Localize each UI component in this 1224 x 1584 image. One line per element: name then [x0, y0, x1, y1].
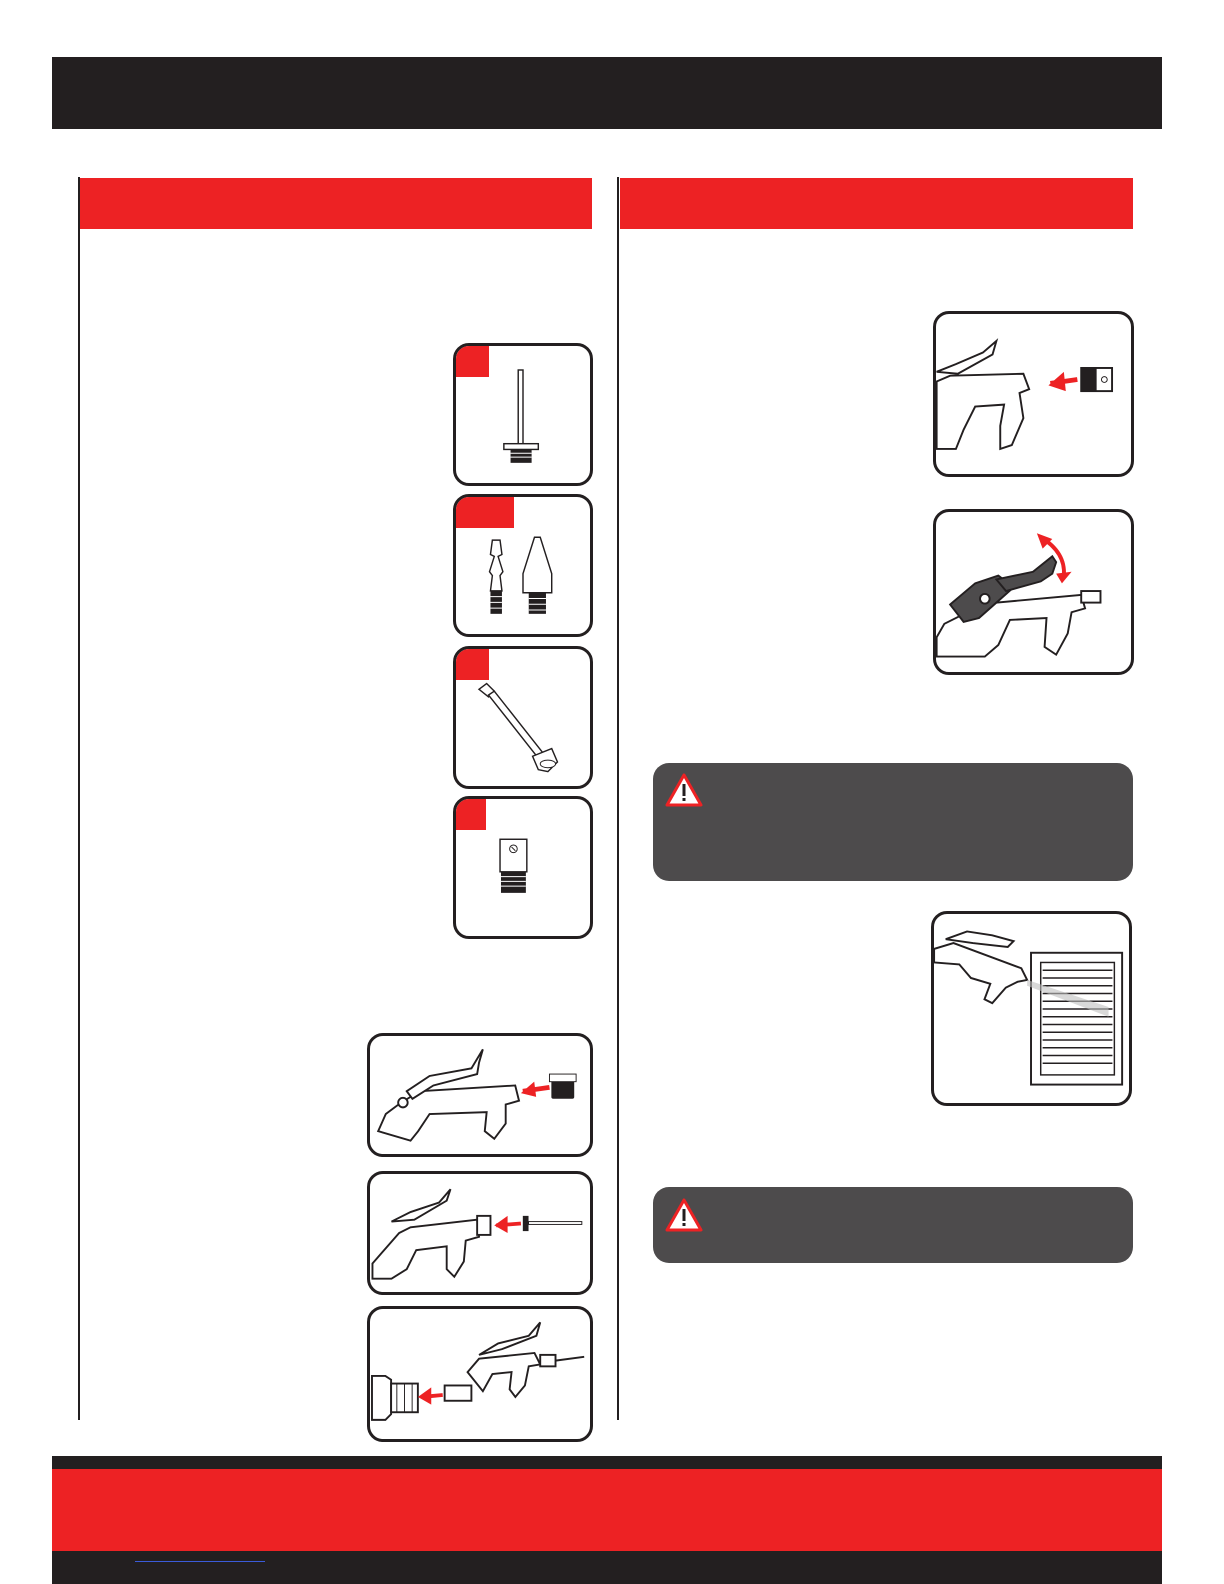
step-box-fit-nozzle — [933, 311, 1134, 477]
warning-panel — [653, 1187, 1133, 1263]
accessory-box-safety-nozzle — [453, 796, 593, 939]
tapered-nozzles-icon — [456, 497, 590, 634]
step-box-attach-needle — [367, 1171, 593, 1295]
warning-triangle-icon — [665, 1198, 703, 1232]
blow-vent-illustration-icon — [934, 914, 1129, 1103]
right-column-rule — [617, 177, 619, 1420]
footer-top-stripe — [52, 1456, 1162, 1469]
warning-panel — [653, 763, 1133, 881]
connect-hose-illustration-icon — [370, 1309, 590, 1439]
attach-nozzle-illustration-icon — [370, 1036, 590, 1154]
angled-nozzle-icon — [456, 649, 590, 786]
accessory-box-inflation-needle — [453, 343, 593, 486]
safety-nozzle-icon — [456, 799, 590, 936]
left-column-rule — [78, 177, 80, 1420]
fit-nozzle-illustration-icon — [936, 314, 1131, 474]
footer-link[interactable] — [135, 1555, 265, 1562]
accessory-box-angled-nozzle — [453, 646, 593, 789]
step-box-squeeze-trigger — [933, 509, 1134, 675]
inflation-needle-icon — [456, 346, 590, 483]
step-box-blow-vent — [931, 911, 1132, 1106]
step-box-attach-nozzle — [367, 1033, 593, 1157]
accessory-box-tapered-nozzles — [453, 494, 593, 637]
footer-bar — [52, 1469, 1162, 1551]
page-header-bar — [52, 57, 1162, 129]
trigger-illustration-icon — [936, 512, 1131, 672]
attach-needle-illustration-icon — [370, 1174, 590, 1292]
left-section-header — [80, 178, 592, 229]
warning-triangle-icon — [665, 773, 703, 807]
step-box-connect-hose — [367, 1306, 593, 1442]
right-section-header — [620, 178, 1133, 229]
